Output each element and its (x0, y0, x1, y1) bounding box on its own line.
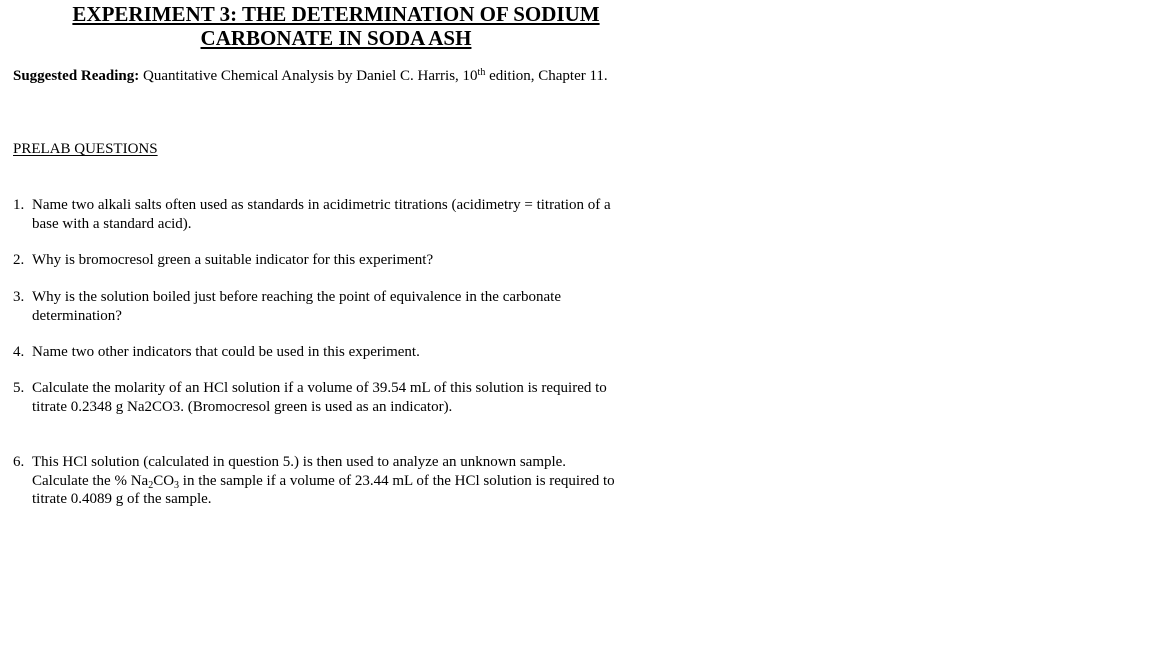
question-text (32, 453, 673, 509)
question-text (32, 343, 673, 362)
question-line: Calculate the molarity of an HCl solution if a volume of 39.54 mL of this solution is required to (32, 380, 607, 396)
question-line: This HCl solution (calculated in question 5.) is then used to analyze an unknown sample. (32, 454, 567, 470)
question-line-segment: in the sample if a volume of 23.44 mL of the HCl solution is required to (179, 472, 615, 489)
question-line: Why is the solution boiled just before reaching the point of equivalence in the carbonate (32, 289, 561, 305)
question-number: 3. (13, 289, 25, 305)
question-6 (13, 453, 673, 509)
question-number: 4. (13, 344, 25, 360)
subscript: 2 (148, 479, 154, 491)
question-text (32, 379, 673, 416)
question-number: 2. (13, 252, 25, 268)
question-4 (13, 343, 673, 362)
question-line: determination? (32, 307, 122, 324)
reading-text-pre: Quantitative Chemical Analysis by Daniel C. Harris, 10 (143, 68, 478, 84)
question-1 (13, 196, 673, 233)
question-number: 1. (13, 197, 25, 213)
question-line-segment: CO (153, 472, 175, 489)
question-3 (13, 288, 673, 325)
question-text (32, 288, 673, 325)
question-line: Name two other indicators that could be used in this experiment. (32, 344, 420, 360)
question-text (32, 251, 673, 270)
question-line: Why is bromocresol green a suitable indicator for this experiment? (32, 252, 434, 268)
question-line: base with a standard acid). (32, 215, 192, 232)
suggested-reading-text (143, 68, 608, 84)
question-line (32, 472, 673, 491)
question-number: 6. (13, 454, 25, 470)
reading-text-post: edition, Chapter 11. (485, 68, 608, 84)
title-line-2: CARBONATE IN SODA ASH (200, 26, 472, 50)
reading-superscript: th (477, 67, 486, 78)
subscript: 3 (174, 479, 180, 491)
title-line-1: EXPERIMENT 3: THE DETERMINATION OF SODIUM (72, 2, 600, 26)
question-line: titrate 0.4089 g of the sample. (32, 491, 212, 507)
suggested-reading (13, 67, 608, 85)
question-line-segment: Calculate the % Na (32, 472, 149, 489)
prelab-heading: PRELAB QUESTIONS (13, 141, 158, 157)
suggested-reading-label: Suggested Reading: (13, 68, 140, 84)
question-5 (13, 379, 673, 416)
document-title (0, 2, 672, 50)
question-line: titrate 0.2348 g Na2CO3. (Bromocresol green is used as an indicator). (32, 398, 453, 415)
question-line: Name two alkali salts often used as standards in acidimetric titrations (acidimetry = titration of a (32, 197, 611, 213)
question-text (32, 196, 673, 233)
question-2 (13, 251, 673, 270)
question-number: 5. (13, 380, 25, 396)
